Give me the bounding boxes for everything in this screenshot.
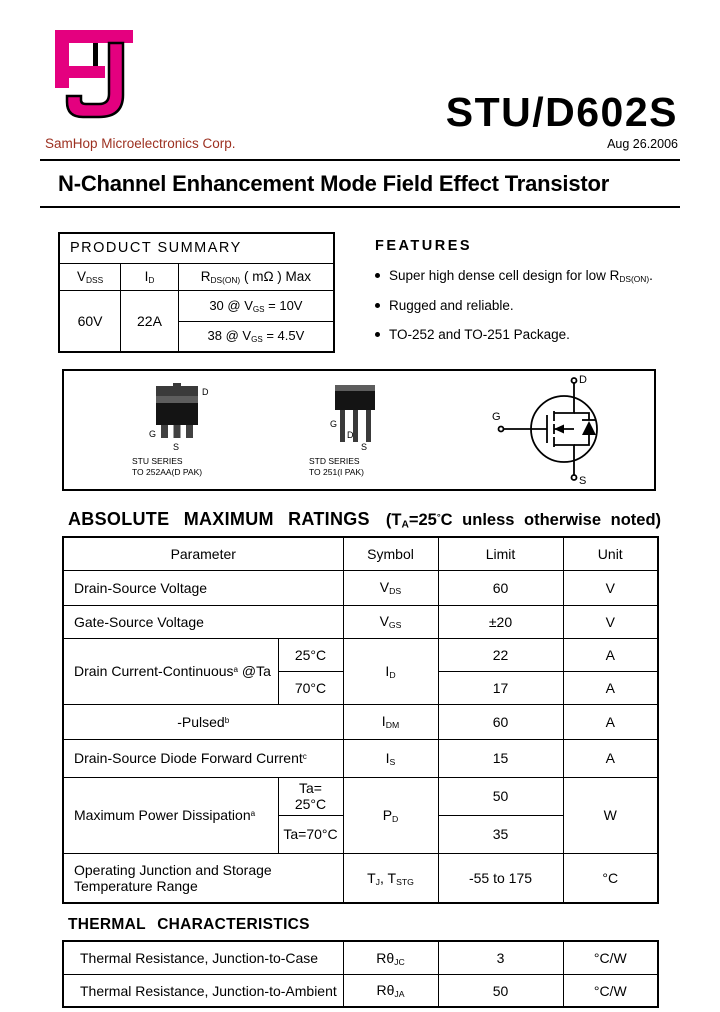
ratings-condition: ($T_A=25^\circ C$ unless otherwise noted) <box>385 511 662 531</box>
row-vgs <box>63 605 658 638</box>
cell-unit: °C/W <box>563 941 658 974</box>
cell-parameter: Operating Junction and Storage Temperature Range <box>63 853 343 903</box>
cell-limit: 3 <box>438 941 563 974</box>
header-limit: Limit <box>438 537 563 570</box>
row-vds <box>63 570 658 605</box>
page-header <box>0 0 720 159</box>
cell-condition: 25°C <box>278 638 343 671</box>
row-pd-25c <box>63 777 658 815</box>
pin-label-d: D <box>347 430 354 441</box>
cell-condition: 70°C <box>278 671 343 704</box>
cell-symbol: $R\theta_{JC}$ <box>343 941 438 974</box>
pin-label-d: D <box>202 387 209 398</box>
feature-text: Rugged and reliable. <box>389 297 514 313</box>
bullet-icon <box>375 332 380 337</box>
product-summary-table <box>58 232 335 353</box>
cell-parameter: Drain-Source Diode Forward Current$^c$ <box>63 739 343 777</box>
row-is <box>63 739 658 777</box>
package-series: STD SERIES <box>309 456 360 467</box>
package-drawings-box <box>62 369 656 491</box>
pin-label-g: G <box>330 419 338 430</box>
header-id: $I_D$ <box>121 263 179 290</box>
cell-limit: 17 <box>438 671 563 704</box>
ratings-heading <box>68 509 675 530</box>
cell-limit: 50 <box>438 777 563 815</box>
cell-limit: 22 <box>438 638 563 671</box>
row-rthjc <box>63 941 658 974</box>
cell-parameter: -Pulsed$^b$ <box>63 704 343 739</box>
cell-limit: -55 to 175 <box>438 853 563 903</box>
cell-parameter: Drain Current-Continuous$^a$ @Ta <box>63 638 278 704</box>
features-section <box>375 232 675 353</box>
cell-symbol: $I_S$ <box>343 739 438 777</box>
product-summary-title: PRODUCT SUMMARY <box>59 233 334 263</box>
cell-limit: 50 <box>438 974 563 1007</box>
row-tj <box>63 853 658 903</box>
package-series: STU SERIES <box>132 456 183 467</box>
cell-parameter: Maximum Power Dissipation$^a$ <box>63 777 278 853</box>
feature-text: TO-252 and TO-251 Package. <box>389 326 570 342</box>
divider-top <box>40 159 680 161</box>
mosfet-symbol-figure <box>486 372 636 491</box>
to251-package-icon <box>309 382 399 454</box>
row-idm <box>63 704 658 739</box>
absolute-maximum-ratings-table <box>62 536 659 904</box>
package-std-figure <box>309 382 399 477</box>
thermal-characteristics-table <box>62 940 659 1008</box>
pin-label-g: G <box>149 429 157 440</box>
cell-unit: °C <box>563 853 658 903</box>
cell-limit: ±20 <box>438 605 563 638</box>
cell-vdss-value: 60V <box>59 290 121 352</box>
cell-parameter: Drain-Source Voltage <box>63 570 343 605</box>
pin-label-s: S <box>361 442 368 453</box>
table-header-row <box>63 537 658 570</box>
cell-unit: A <box>563 671 658 704</box>
cell-unit: V <box>563 570 658 605</box>
company-name: SamHop Microelectronics Corp. <box>45 136 236 151</box>
cell-parameter: Thermal Resistance, Junction-to-Case <box>63 941 343 974</box>
header-symbol: Symbol <box>343 537 438 570</box>
table-row <box>59 233 334 263</box>
row-rthja <box>63 974 658 1007</box>
thermal-heading: THERMAL CHARACTERISTICS <box>68 916 310 934</box>
mosfet-symbol-icon <box>486 372 636 486</box>
cell-condition: Ta= 25°C <box>278 777 343 815</box>
cell-limit: 60 <box>438 570 563 605</box>
document-date: Aug 26.2006 <box>607 137 678 151</box>
feature-item <box>375 268 675 284</box>
cell-limit: 15 <box>438 739 563 777</box>
divider-title <box>40 206 680 208</box>
brand-block <box>45 28 236 151</box>
ratings-title: ABSOLUTE MAXIMUM RATINGS <box>68 509 370 529</box>
symbol-pin-g: G <box>492 410 501 423</box>
cell-symbol: $I_{DM}$ <box>343 704 438 739</box>
table-row <box>59 263 334 290</box>
package-name: TO 252AA(D PAK) <box>132 467 203 477</box>
cell-condition: Ta=70°C <box>278 815 343 853</box>
bullet-icon <box>375 273 380 278</box>
package-label <box>132 456 202 477</box>
cell-limit: 35 <box>438 815 563 853</box>
features-title: FEATURES <box>375 238 473 254</box>
part-number-block <box>445 88 678 151</box>
symbol-pin-d: D <box>579 373 587 386</box>
row-id-25c <box>63 638 658 671</box>
document-title: N-Channel Enhancement Mode Field Effect Transistor <box>58 171 610 196</box>
cell-unit: A <box>563 739 658 777</box>
cell-symbol: $R\theta_{JA}$ <box>343 974 438 1007</box>
header-unit: Unit <box>563 537 658 570</box>
cell-symbol: $V_{GS}$ <box>343 605 438 638</box>
cell-unit: V <box>563 605 658 638</box>
feature-item <box>375 327 675 342</box>
cell-rdson-value: 38 @ $V_{GS} = 4.5V$ <box>178 321 334 352</box>
header-parameter: Parameter <box>63 537 343 570</box>
symbol-pin-s: S <box>579 474 587 486</box>
cell-symbol: $V_{DS}$ <box>343 570 438 605</box>
pin-label-s: S <box>173 442 180 453</box>
package-label <box>309 456 364 477</box>
header-rdson: $R_{DS(ON)}$ ( mΩ ) Max <box>178 263 334 290</box>
package-stu-figure <box>132 382 222 477</box>
cell-unit: W <box>563 777 658 853</box>
cell-id-value: 22A <box>121 290 179 352</box>
cell-parameter: Gate-Source Voltage <box>63 605 343 638</box>
cell-symbol: $I_D$ <box>343 638 438 704</box>
cell-symbol: $T_J$, $T_{STG}$ <box>343 853 438 903</box>
samhop-logo-icon <box>45 28 143 124</box>
cell-unit: A <box>563 638 658 671</box>
feature-item <box>375 298 675 313</box>
cell-parameter: Thermal Resistance, Junction-to-Ambient <box>63 974 343 1007</box>
cell-unit: A <box>563 704 658 739</box>
part-number: STU/D602S <box>445 88 678 135</box>
summary-section <box>58 232 675 353</box>
cell-rdson-value: 30 @ $V_{GS} = 10V$ <box>178 290 334 321</box>
table-row <box>59 290 334 321</box>
cell-limit: 60 <box>438 704 563 739</box>
cell-unit: °C/W <box>563 974 658 1007</box>
to252-package-icon <box>132 382 222 454</box>
bullet-icon <box>375 303 380 308</box>
header-vdss: $V_{DSS}$ <box>59 263 121 290</box>
cell-symbol: $P_D$ <box>343 777 438 853</box>
package-name: TO 251(I PAK) <box>309 467 364 477</box>
feature-text: Super high dense cell design for low $R_{DS(ON)}$. <box>389 268 653 284</box>
